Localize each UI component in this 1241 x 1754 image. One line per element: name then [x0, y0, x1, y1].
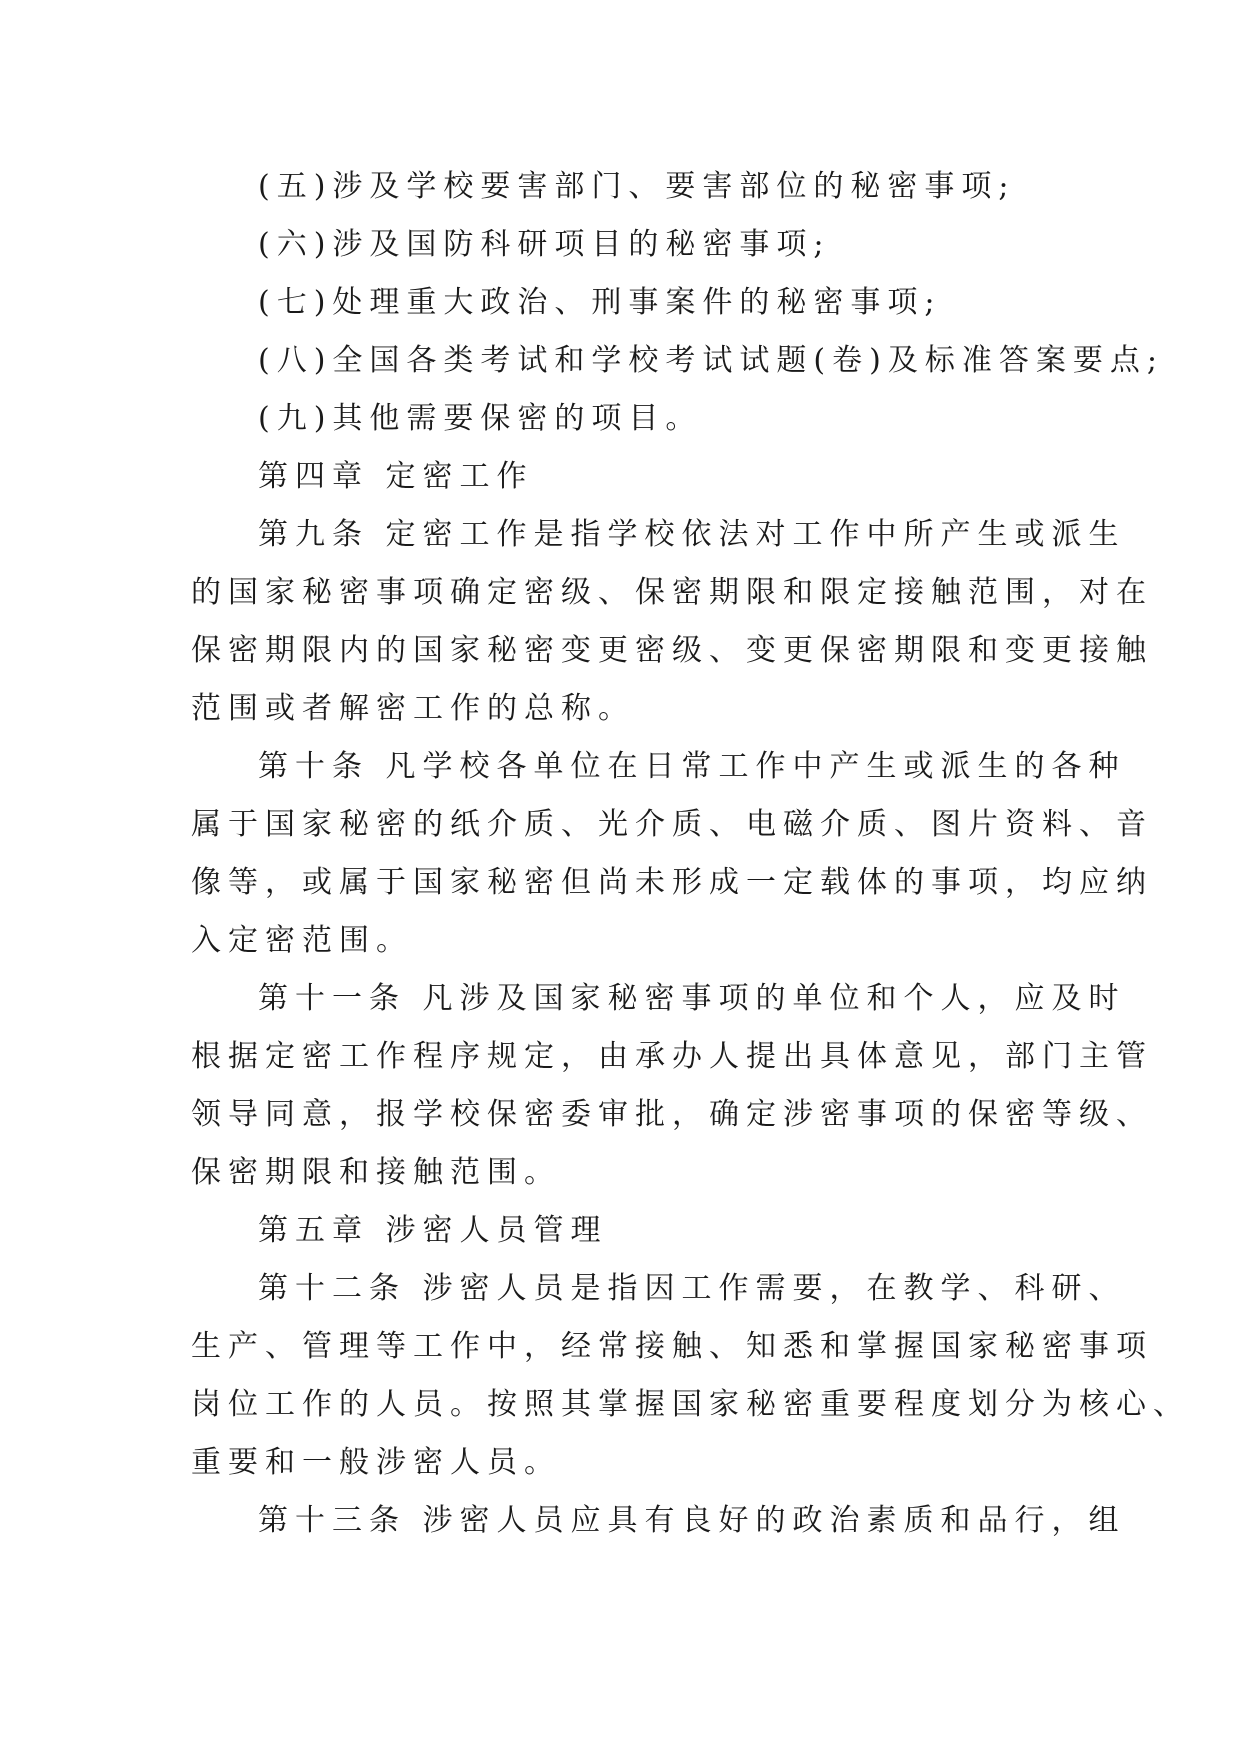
chapter-5-heading: 第五章 涉密人员管理: [258, 1213, 608, 1248]
article-9-line-4: 范围或者解密工作的总称。: [191, 691, 635, 726]
article-12-line-4: 重要和一般涉密人员。: [191, 1445, 561, 1480]
list-item-8: (八)全国各类考试和学校考试试题(卷)及标准答案要点;: [258, 343, 1164, 378]
article-12-line-3: 岗位工作的人员。按照其掌握国家秘密重要程度划分为核心、: [191, 1387, 1190, 1422]
article-12-line-2: 生产、管理等工作中，经常接触、知悉和掌握国家秘密事项: [191, 1329, 1153, 1364]
list-item-7: (七)处理重大政治、刑事案件的秘密事项;: [258, 285, 942, 320]
article-9-line-2: 的国家秘密事项确定密级、保密期限和限定接触范围，对在: [191, 575, 1153, 610]
article-9-line-3: 保密期限内的国家秘密变更密级、变更保密期限和变更接触: [191, 633, 1153, 668]
list-item-6: (六)涉及国防科研项目的秘密事项;: [258, 227, 831, 262]
article-10-line-1: 第十条 凡学校各单位在日常工作中产生或派生的各种: [258, 749, 1126, 784]
article-10-line-2: 属于国家秘密的纸介质、光介质、电磁介质、图片资料、音: [191, 807, 1153, 842]
article-11-line-1: 第十一条 凡涉及国家秘密事项的单位和个人，应及时: [258, 981, 1126, 1016]
article-10-line-3: 像等，或属于国家秘密但尚未形成一定载体的事项，均应纳: [191, 865, 1153, 900]
article-10-line-4: 入定密范围。: [191, 923, 413, 958]
article-11-line-4: 保密期限和接触范围。: [191, 1155, 561, 1190]
article-11-line-2: 根据定密工作程序规定，由承办人提出具体意见，部门主管: [191, 1039, 1153, 1074]
document-body: [191, 158, 1190, 1550]
list-item-9: (九)其他需要保密的项目。: [258, 401, 703, 436]
list-item-5: (五)涉及学校要害部门、要害部位的秘密事项;: [258, 169, 1016, 204]
article-9-line-1: 第九条 定密工作是指学校依法对工作中所产生或派生: [258, 517, 1126, 552]
article-12-line-1: 第十二条 涉密人员是指因工作需要，在教学、科研、: [258, 1271, 1126, 1306]
article-11-line-3: 领导同意，报学校保密委审批，确定涉密事项的保密等级、: [191, 1097, 1153, 1132]
chapter-4-heading: 第四章 定密工作: [258, 459, 534, 494]
article-13-line-1: 第十三条 涉密人员应具有良好的政治素质和品行，组: [258, 1503, 1126, 1538]
